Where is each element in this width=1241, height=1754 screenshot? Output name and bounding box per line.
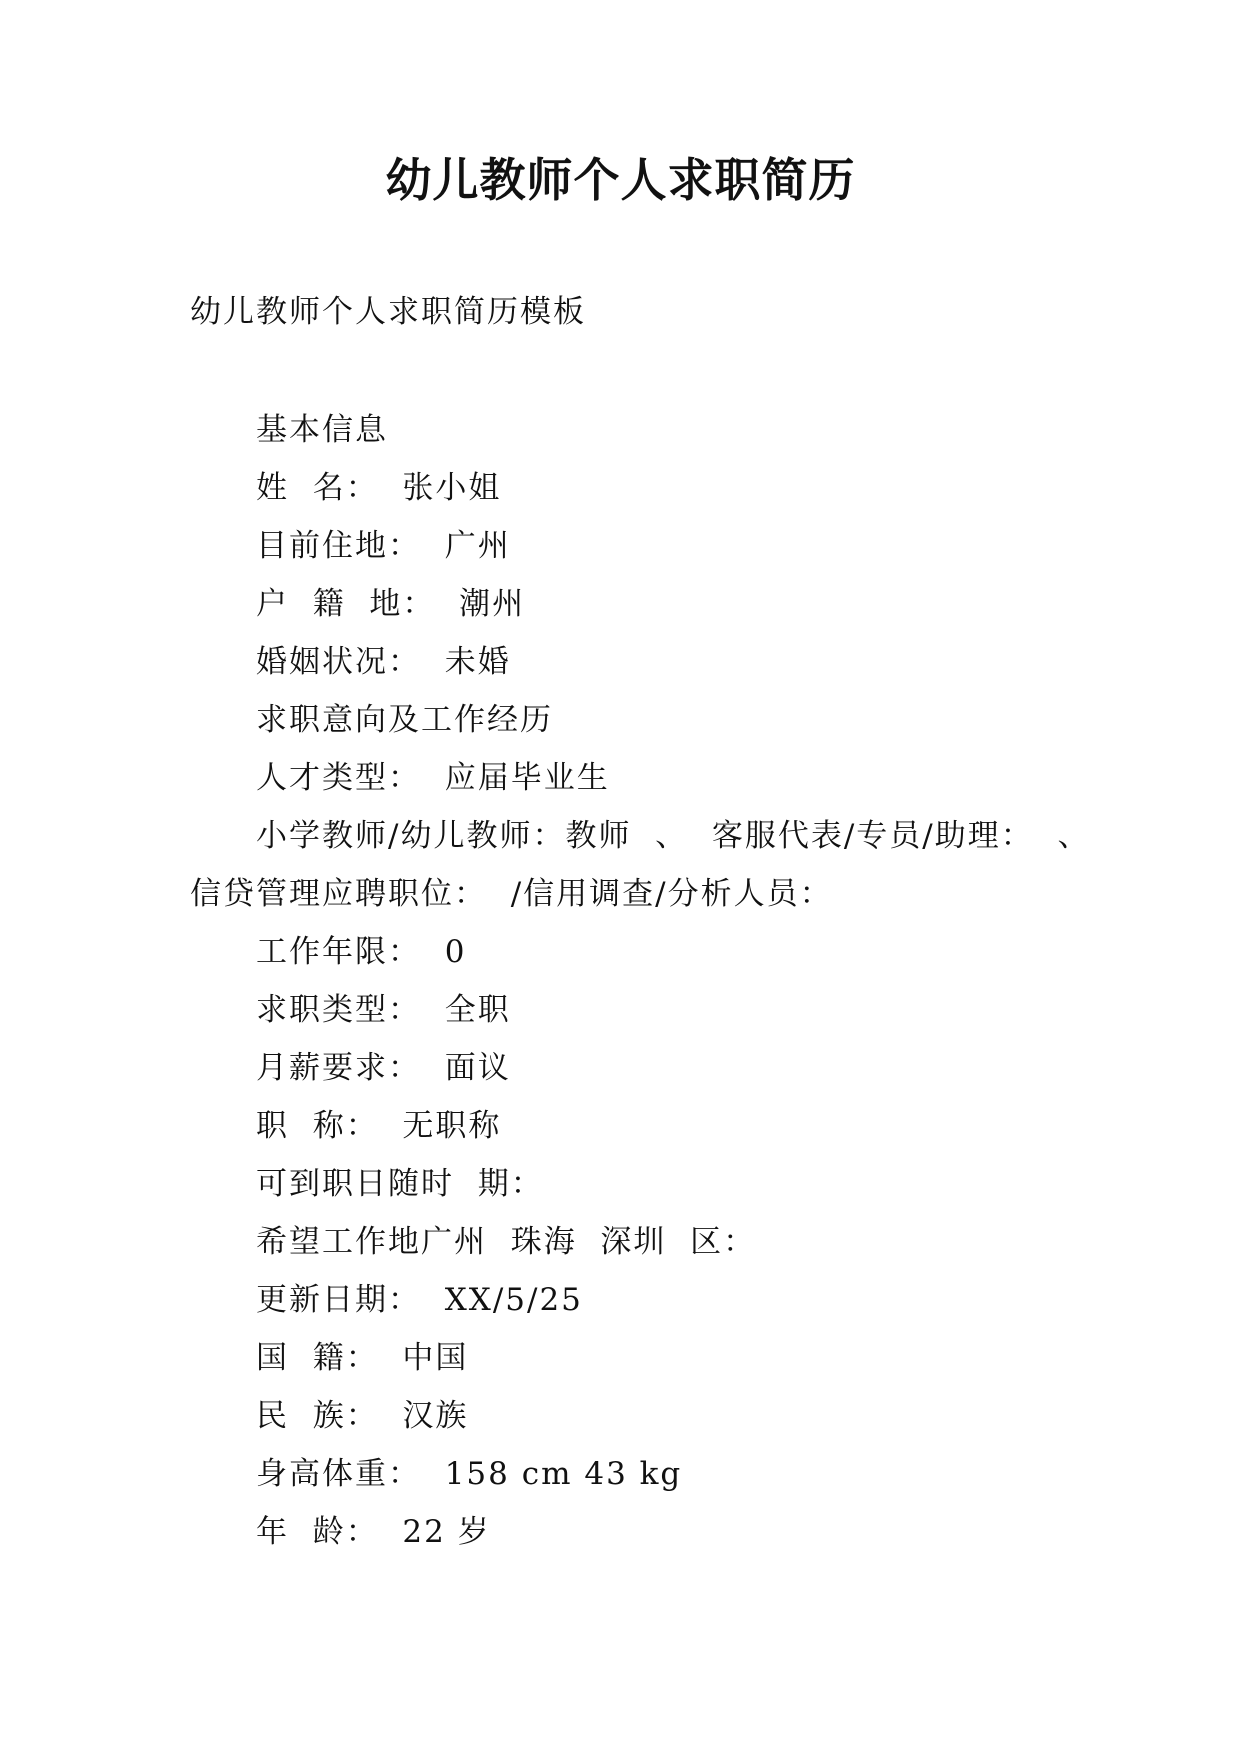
resume-line: 求职意向及工作经历	[256, 702, 553, 738]
resume-line: 可到职日随时 期：	[256, 1166, 544, 1202]
resume-line: 姓 名： 张小姐	[256, 470, 502, 506]
resume-line: 希望工作地广州 珠海 深圳 区：	[256, 1224, 757, 1260]
resume-line: 目前住地： 广州	[256, 528, 511, 564]
resume-line: 人才类型： 应届毕业生	[256, 760, 610, 796]
document-title: 幼儿教师个人求职简历	[385, 153, 856, 207]
resume-line: 基本信息	[256, 412, 388, 448]
resume-line: 求职类型： 全职	[256, 992, 511, 1028]
resume-line: 小学教师/幼儿教师：教师 、 客服代表/专员/助理： 、	[256, 818, 1091, 854]
resume-line: 更新日期： XX/5/25	[256, 1282, 583, 1318]
resume-line: 月薪要求： 面议	[256, 1050, 511, 1086]
resume-line: 身高体重： 158 cm 43 kg	[256, 1456, 683, 1492]
document-subtitle: 幼儿教师个人求职简历模板	[190, 294, 586, 330]
resume-line: 职 称： 无职称	[256, 1108, 502, 1144]
resume-line: 婚姻状况： 未婚	[256, 644, 511, 680]
resume-line: 工作年限： 0	[256, 934, 467, 970]
resume-line: 民 族： 汉族	[256, 1398, 469, 1434]
resume-line: 国 籍： 中国	[256, 1340, 469, 1376]
resume-body	[190, 410, 1091, 1570]
resume-line: 户 籍 地： 潮州	[256, 586, 526, 622]
resume-line: 信贷管理应聘职位： /信用调查/分析人员：	[190, 876, 833, 912]
resume-line: 年 龄： 22 岁	[256, 1514, 491, 1550]
